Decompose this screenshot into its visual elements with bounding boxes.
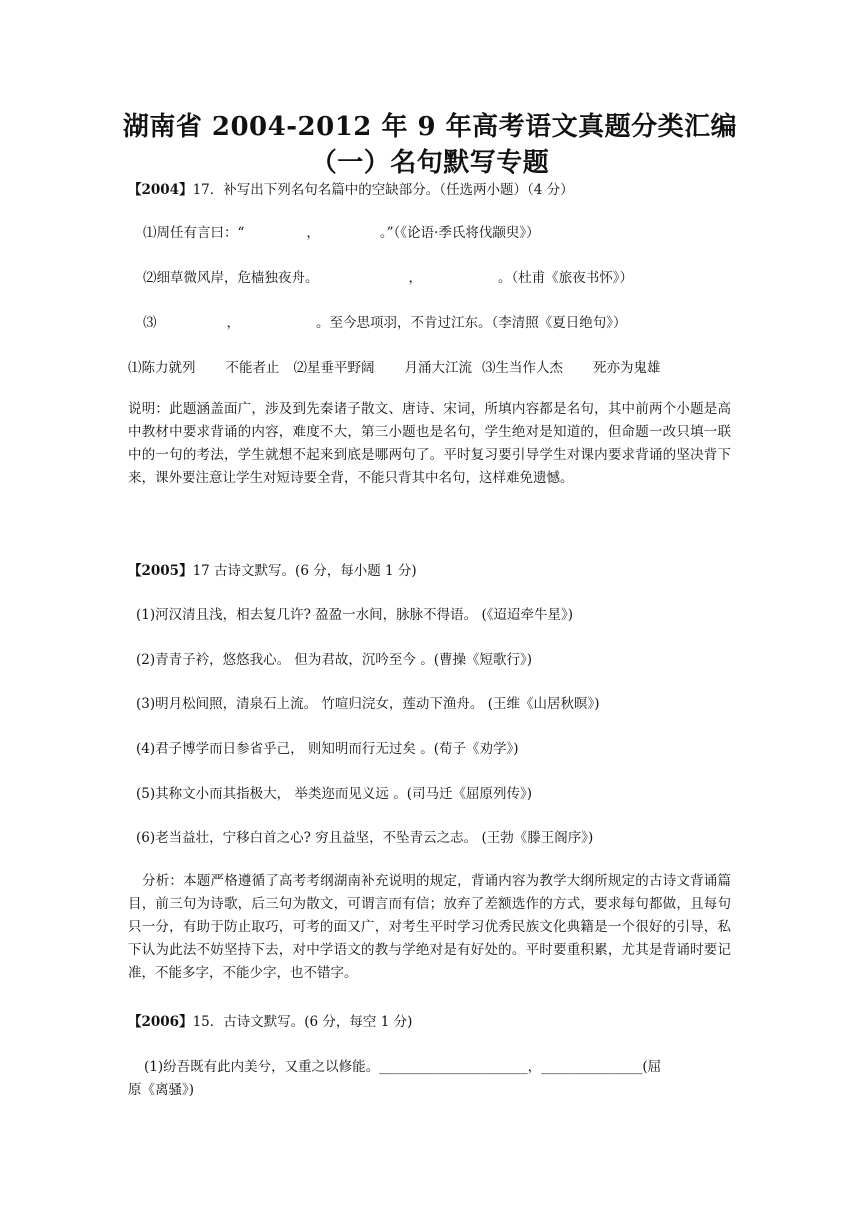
q1-part-c: 。”（《论语·季氏将伐颛臾》） [379,225,540,241]
question-2005-item-1: (1)河汉清且浅，相去复几许? 盈盈一水间，脉脉不得语。 (《迢迢牵牛星》) [136,607,573,623]
q3-part-c: 。至今思项羽，不肯过江东。（李清照《夏日绝句》） [316,315,627,331]
q3-part-a: ⑶ [143,315,157,331]
answer-3a: ⑶生当作人杰 [482,360,563,376]
year-tag-2005: 【2005】 [128,563,193,579]
q2-part-b: ， [408,270,422,286]
q1-part-b: ， [306,225,320,241]
question-2004-head: 17．补写出下列名句名篇中的空缺部分。（任选两小题）（4 分） [192,182,574,198]
answer-2b: 月涌大江流 [404,360,472,376]
section-2004-heading [128,178,574,198]
explanation-2004: 说明：此题涵盖面广，涉及到先秦诸子散文、唐诗、宋词，所填内容都是名句，其中前两个小题是高中教材中要求背诵的内容，难度不大，第三小题也是名句，学生绝对是知道的，但命题一改只填一联中的一句的考法，学生就想不起来到底是哪两句了。平时复习要引导学生对课内要求背诵的坚决背下来，课外要注意让学生对短诗要全背，不能只背其中名句，这样难免遗憾。 [128,401,731,486]
question-2005-item-3: (3)明月松间照，清泉石上流。 竹喧归浣女，莲动下渔舟。 (王维《山居秋暝》) [136,696,600,712]
question-2005-item-2: (2)青青子衿，悠悠我心。 但为君故，沉吟至今 。(曹操《短歌行》) [136,652,532,668]
section-2006-heading [128,1010,412,1030]
question-2005-item-5: (5)其称文小而其指极大， 举类迩而见义远 。(司马迁《屈原列传》) [136,786,532,802]
question-2004-item-3 [143,311,627,331]
q2-part-c: 。（杜甫《旅夜书怀》） [498,270,633,286]
question-2004-item-2 [143,266,633,286]
answer-1a: ⑴陈力就列 [128,360,196,376]
question-2006-item-1-line1: (1)纷吾既有此内美兮，又重之以修能。______________________，_______________(屈 [144,1059,662,1075]
question-2006-item-1-line2: 原《离骚》) [128,1082,195,1098]
document-title-line1: 湖南省 2004-2012 年 9 年高考语文真题分类汇编 [122,112,738,142]
question-2005-head: 17 古诗文默写。(6 分，每小题 1 分) [192,563,417,579]
analysis-2005: 分析：本题严格遵循了高考考纲湖南补充说明的规定，背诵内容为教学大纲所规定的古诗文背诵篇目，前三句为诗歌，后三句为散文，可谓言而有信；放弃了差额选作的方式，要求每句都做，且每句只一分，有助于防止取巧，可考的面又广，对考生平时学习优秀民族文化典籍是一个很好的引导，私下认为此法不妨坚持下去，对中学语文的教与学绝对是有好处的。平时要重积累，尤其是背诵时要记准，不能多字，不能少字，也不错字。 [128,873,731,981]
q2-part-a: ⑵细草微风岸，危樯独夜舟。 [143,270,319,286]
answer-2a: ⑵星垂平野阔 [293,360,375,376]
question-2005-item-6: (6)老当益壮，宁移白首之心? 穷且益坚，不坠青云之志。 (王勃《滕王阁序》) [136,830,594,846]
year-tag-2004: 【2004】 [128,182,193,198]
answer-3b: 死亦为鬼雄 [593,360,661,376]
q3-part-b: ， [226,315,240,331]
q1-part-a: ⑴周任有言曰：“ [143,225,245,241]
question-2004-item-1 [143,221,540,241]
answer-2004 [128,356,661,376]
document-title-line2: （一）名句默写专题 [310,148,550,178]
section-2005-heading [128,559,417,579]
year-tag-2006: 【2006】 [128,1014,193,1030]
answer-1b: 不能者止 [225,360,280,376]
question-2006-head: 15．古诗文默写。(6 分，每空 1 分) [192,1014,413,1030]
question-2005-item-4: (4)君子博学而日参省乎己， 则知明而行无过矣 。(荀子《劝学》) [136,741,519,757]
